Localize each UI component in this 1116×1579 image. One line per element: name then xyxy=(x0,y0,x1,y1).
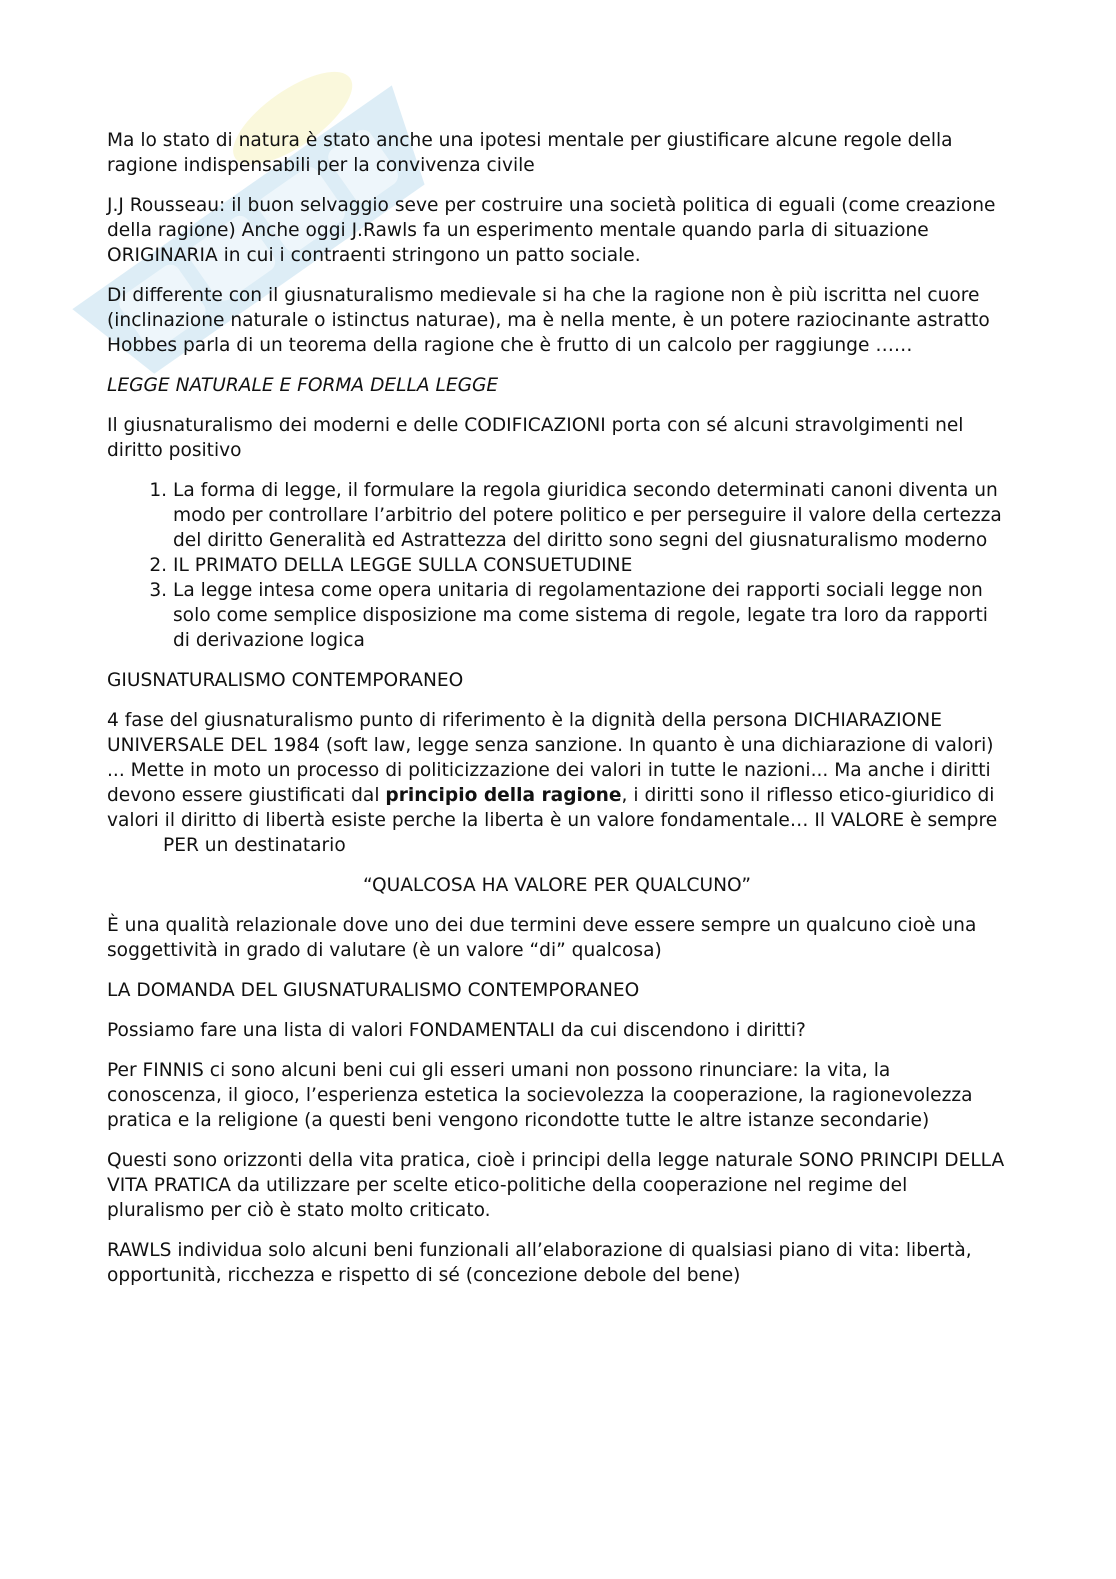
paragraph-qualita-relazionale: È una qualità relazionale dove uno dei due termini deve essere sempre un qualcuno cioè una soggettività in grado di valutare (è un valore “di” qualcosa) xyxy=(107,915,977,961)
paragraph-rousseau: J.J Rousseau: il buon selvaggio seve per costruire una società politica di eguali (come creazione della ragione) Anche oggi J.Rawls fa un esperimento mentale quando parla di situazione ORIGINARIA in cui i contraenti stringono un patto sociale. xyxy=(107,195,996,266)
quote-valore: “QUALCOSA HA VALORE PER QUALCUNO” xyxy=(362,875,752,896)
heading-legge-naturale: LEGGE NATURALE E FORMA DELLA LEGGE xyxy=(107,375,499,396)
list-item: 2. IL PRIMATO DELLA LEGGE SULLA CONSUETUDINE xyxy=(173,553,1007,578)
document-page xyxy=(107,128,1007,1303)
paragraph-quarta-fase-text-a: 4 fase del giusnaturalismo punto di riferimento è la dignità della persona DICHIARAZIONE UNIVERSALE DEL 1984 (soft law, legge senza sanzione. In quanto è una dichiarazione di valori) ... Mette in moto un processo di politicizzazione dei valori in tutte le nazioni... Ma anche i diritti devono essere giustificati dal xyxy=(107,710,994,806)
paragraph-stato-di-natura: Ma lo stato di natura è stato anche una ipotesi mentale per giustificare alcune regole della ragione indispensabili per la convivenza civile xyxy=(107,130,953,176)
heading-giusnaturalismo-contemporaneo: GIUSNATURALISMO CONTEMPORANEO xyxy=(107,670,464,691)
bold-principio-ragione: principio della ragione xyxy=(385,785,622,806)
heading-domanda: LA DOMANDA DEL GIUSNATURALISMO CONTEMPORANEO xyxy=(107,980,640,1001)
numbered-list xyxy=(107,478,1007,653)
paragraph-quarta-fase xyxy=(107,708,1007,858)
paragraph-codificazioni: Il giusnaturalismo dei moderni e delle CODIFICAZIONI porta con sé alcuni stravolgimenti nel diritto positivo xyxy=(107,415,964,461)
paragraph-rawls: RAWLS individua solo alcuni beni funzionali all’elaborazione di qualsiasi piano di vita: libertà, opportunità, ricchezza e rispetto di sé (concezione debole del bene) xyxy=(107,1240,972,1286)
list-item: 1. La forma di legge, il formulare la regola giuridica secondo determinati canoni diventa un modo per controllare l’arbitrio del potere politico e per perseguire il valore della certezza del diritto Generalità ed Astrattezza del diritto sono segni del giusnaturalismo moderno xyxy=(173,478,1007,553)
paragraph-orizzonti: Questi sono orizzonti della vita pratica, cioè i principi della legge naturale SONO PRINCIPI DELLA VITA PRATICA da utilizzare per scelte etico-politiche della cooperazione nel regime del pluralismo per ciò è stato molto criticato. xyxy=(107,1150,1005,1221)
paragraph-quarta-fase-text-b: , i diritti sono il riflesso etico-giuridico di valori il diritto di libertà esiste perche la liberta è un valore fondamentale… Il VALORE è sempre xyxy=(107,785,998,831)
paragraph-lista-valori: Possiamo fare una lista di valori FONDAMENTALI da cui discendono i diritti? xyxy=(107,1020,806,1041)
paragraph-giusnaturalismo-medievale: Di differente con il giusnaturalismo medievale si ha che la ragione non è più iscritta nel cuore (inclinazione naturale o istinctus naturae), ma è nella mente, è un potere raziocinante astratto Hobbes parla di un teorema della ragione che è frutto di un calcolo per raggiunge …… xyxy=(107,285,990,356)
list-item: 3. La legge intesa come opera unitaria di regolamentazione dei rapporti sociali legge non solo come semplice disposizione ma come sistema di regole, legate tra loro da rapporti di derivazione logica xyxy=(173,578,1007,653)
paragraph-quarta-fase-text-c: PER un destinatario xyxy=(163,835,346,856)
paragraph-finnis: Per FINNIS ci sono alcuni beni cui gli esseri umani non possono rinunciare: la vita, la conoscenza, il gioco, l’esperienza estetica la socievolezza la cooperazione, la ragionevolezza pratica e la religione (a questi beni vengono ricondotte tutte le altre istanze secondarie) xyxy=(107,1060,973,1131)
